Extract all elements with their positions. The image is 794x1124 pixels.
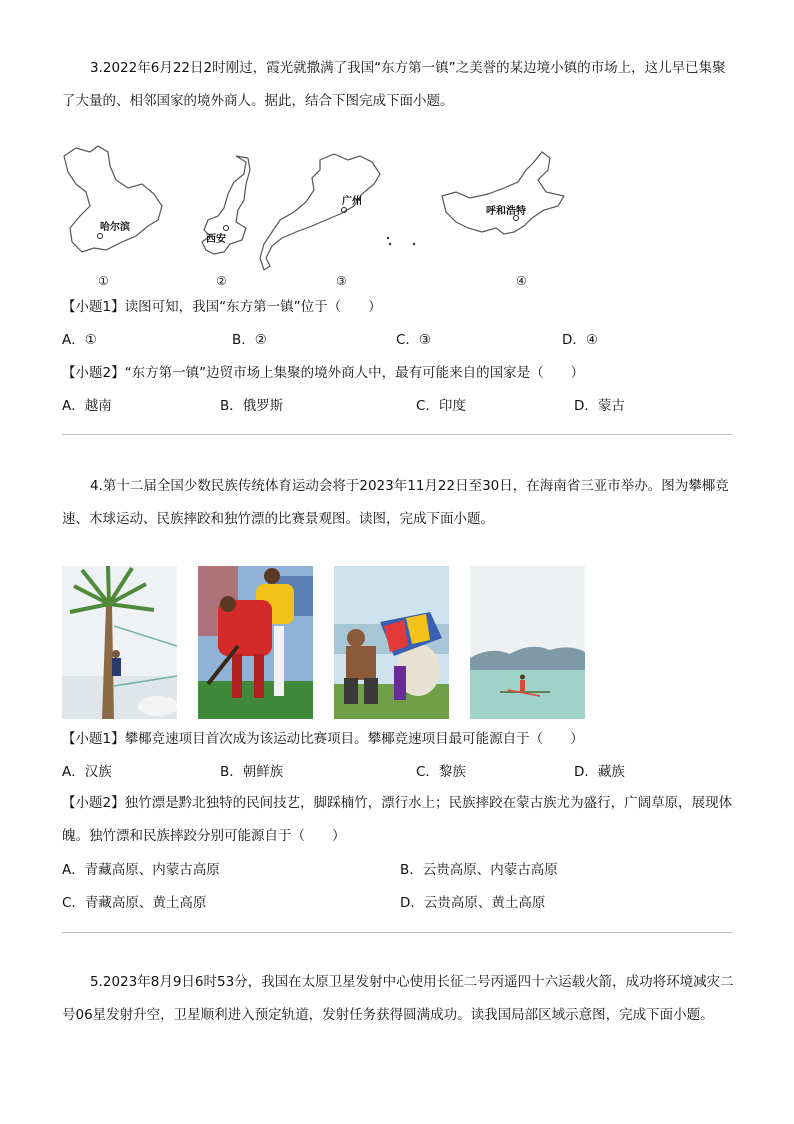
q4-sub2-stem: 【小题2】独竹漂是黔北独特的民间技艺，脚踩楠竹，漂行水上；民族摔跤在蒙古族尤为盛行，广阔草原，展现体魄。独竹漂和民族摔跤分别可能源自于（ ） (62, 795, 733, 844)
photo-coconut-climbing (62, 566, 177, 719)
photo-wrestling (334, 566, 449, 719)
province-maps (58, 140, 578, 290)
map-3-city: 广州 (342, 196, 362, 207)
q3-sub1-option-c[interactable]: C．③ (396, 332, 432, 348)
q3-sub2-option-c[interactable]: C．印度 (416, 398, 466, 414)
q3-intro: 3.2022年6月22日2时刚过，霞光就撒满了我国“东方第一镇”之美誉的某边境小镇的市场上，这儿早已集聚了大量的、相邻国家的境外商人。据此，结合下图完成下面小题。 (62, 60, 726, 109)
q4-sub2-option-c[interactable]: C．青藏高原、黄土高原 (62, 895, 207, 911)
map-2-city: 西安 (206, 234, 226, 245)
q4-sub1-option-c[interactable]: C．黎族 (416, 764, 466, 780)
map-1-heilongjiang (64, 146, 162, 288)
photo-bamboo-rafting (470, 566, 585, 719)
map-3-guangdong (260, 154, 415, 288)
divider (62, 434, 732, 435)
q4-sub1-stem: 【小题1】攀椰竞速项目首次成为该运动比赛项目。攀椰竞速项目最可能源自于（ ） (62, 731, 584, 747)
q4-sub1-option-b[interactable]: B．朝鲜族 (220, 764, 284, 780)
photo-wood-ball (198, 566, 313, 719)
q3-sub1-option-a[interactable]: A．① (62, 332, 97, 348)
map-4-inner-mongolia (442, 152, 564, 288)
q4-intro: 4.第十二届全国少数民族传统体育运动会将于2023年11月22日至30日，在海南省三亚市举办。图为攀椰竞速、木球运动、民族摔跤和独竹漂的比赛景观图。读图，完成下面小题。 (62, 478, 729, 527)
q3-sub1-option-b[interactable]: B．② (232, 332, 267, 348)
q3-sub2-option-d[interactable]: D．蒙古 (574, 398, 625, 414)
divider (62, 932, 732, 933)
q4-sub2-option-a[interactable]: A．青藏高原、内蒙古高原 (62, 862, 220, 878)
q4-sub1-option-d[interactable]: D．藏族 (574, 764, 625, 780)
q3-sub2-option-b[interactable]: B．俄罗斯 (220, 398, 284, 414)
map-2-number: ② (216, 274, 227, 288)
q3-sub1-stem: 【小题1】读图可知，我国“东方第一镇”位于（ ） (62, 299, 382, 315)
map-4-city: 呼和浩特 (486, 206, 526, 217)
q5-intro: 5.2023年8月9日6时53分，我国在太原卫星发射中心使用长征二号丙遥四十六运载火箭，成功将环境减灾二号06星发射升空，卫星顺利进入预定轨道，发射任务获得圆满成功。读我国局部区域示意图，完成下面小题。 (62, 974, 734, 1023)
map-1-city: 哈尔滨 (100, 222, 130, 233)
map-1-number: ① (98, 274, 109, 288)
q4-sub2-option-b[interactable]: B．云贵高原、内蒙古高原 (400, 862, 558, 878)
q3-sub1-option-d[interactable]: D．④ (562, 332, 598, 348)
map-3-number: ③ (336, 274, 347, 288)
q4-sub2-option-d[interactable]: D．云贵高原、黄土高原 (400, 895, 546, 911)
map-4-number: ④ (516, 274, 527, 288)
map-2-shaanxi (202, 156, 250, 288)
q3-sub2-stem: 【小题2】“东方第一镇”边贸市场上集聚的境外商人中，最有可能来自的国家是（ ） (62, 365, 585, 381)
q4-sub1-option-a[interactable]: A．汉族 (62, 764, 112, 780)
q3-sub2-option-a[interactable]: A．越南 (62, 398, 112, 414)
